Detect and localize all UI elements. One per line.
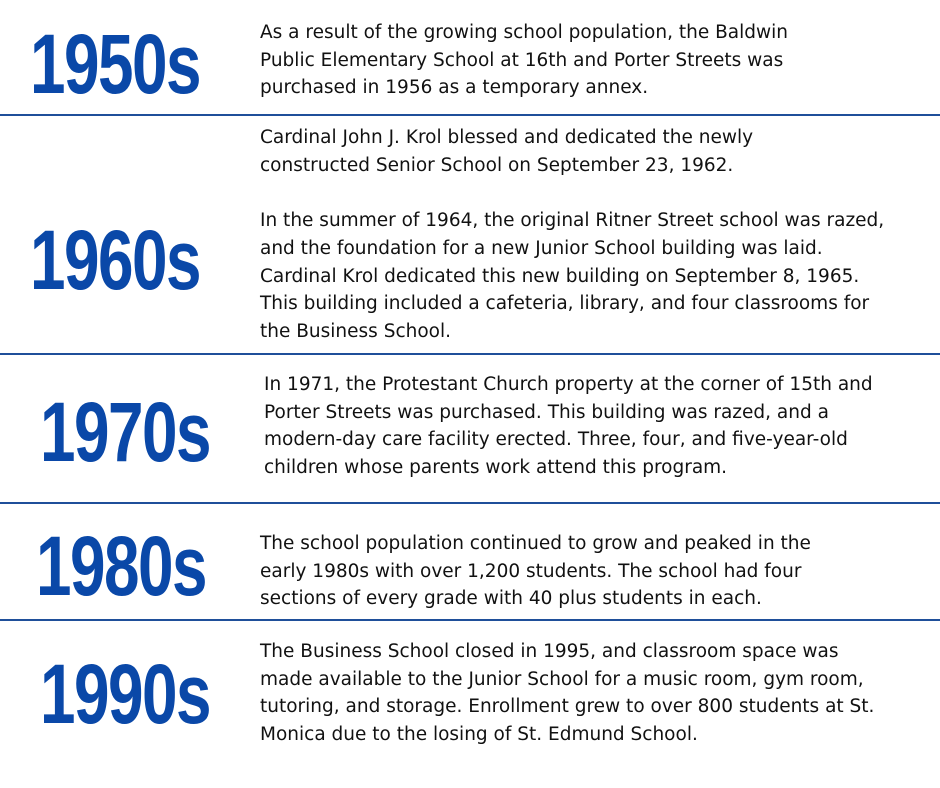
decade-heading-1960s: 1960s bbox=[30, 213, 200, 307]
decade-heading-1980s: 1980s bbox=[36, 519, 206, 613]
divider bbox=[0, 353, 940, 355]
decade-heading-1990s: 1990s bbox=[40, 647, 210, 741]
divider bbox=[0, 114, 940, 116]
decade-text-1960s: Cardinal John J. Krol blessed and dedicated the newly constructed Senior School on September 23, 1962. In the summer of 1964, the original Ritner Street school was razed, and the foundation for a new Junior School building was laid. Cardinal Krol dedicated this new building on September 8, 1965. This building included a cafeteria, library, and four classrooms for the Business School. bbox=[260, 127, 885, 342]
decade-text-1980s: The school population continued to grow and peaked in the early 1980s with over 1,200 students. The school had four sections of every grade with 40 plus students in each. bbox=[260, 533, 811, 610]
decade-heading-1970s: 1970s bbox=[40, 385, 210, 479]
divider bbox=[0, 502, 940, 504]
decade-heading-1950s: 1950s bbox=[30, 17, 200, 111]
decade-text-1990s: The Business School closed in 1995, and classroom space was made available to the Junior School for a music room, gym room, tutoring, and storage. Enrollment grew to over 800 students at St. Monica due to the losing of St. Edmund School. bbox=[260, 641, 875, 746]
decade-text-1950s: As a result of the growing school population, the Baldwin Public Elementary School at 16th and Porter Streets was purchased in 1956 as a temporary annex. bbox=[260, 22, 788, 99]
divider bbox=[0, 619, 940, 621]
decade-text-1970s: In 1971, the Protestant Church property at the corner of 15th and Porter Streets was purchased. This building was razed, and a modern-day care facility erected. Three, four, and five-year-old children whose parents work attend this program. bbox=[264, 374, 873, 479]
